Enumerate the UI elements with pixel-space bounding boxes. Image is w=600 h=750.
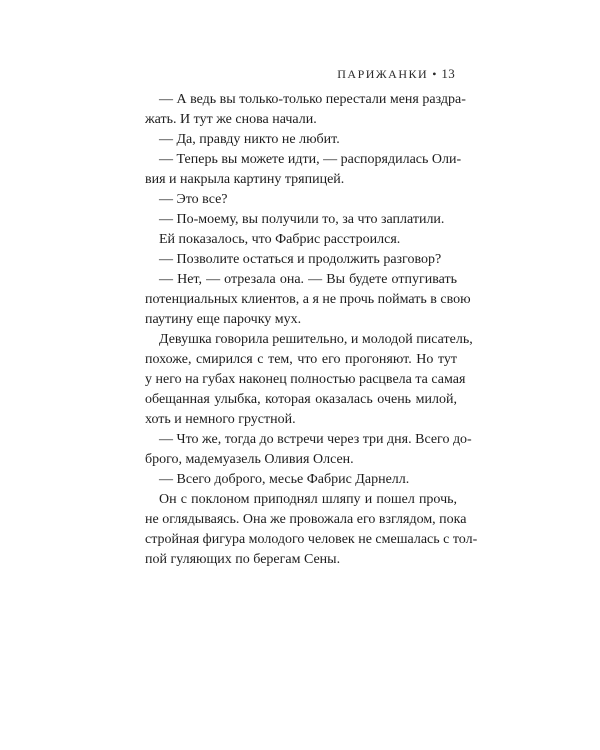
text-line: обещанная улыбка, которая оказалась очень милой, [145, 392, 457, 407]
text-line: у него на губах наконец полностью расцвела та самая [145, 372, 466, 387]
text-line: стройная фигура молодого человек не смешалась с тол- [145, 532, 478, 547]
text-line: не оглядываясь. Она же провожала его взглядом, пока [145, 512, 467, 527]
text-line: — Нет, — отрезала она. — Вы будете отпугивать [159, 272, 457, 287]
text-line: похоже, смирился с тем, что его прогоняют. Но тут [145, 352, 457, 367]
text-line: хоть и немного грустной. [145, 412, 296, 427]
body-text [145, 90, 478, 570]
text-line: — По-моему, вы получили то, за что заплатили. [159, 212, 445, 227]
text-line: Он с поклоном приподнял шляпу и пошел прочь, [159, 492, 457, 507]
text-line: Девушка говорила решительно, и молодой писатель, [159, 332, 473, 347]
text-line: — Да, правду никто не любит. [159, 132, 340, 147]
text-line: паутину еще парочку мух. [145, 312, 302, 327]
text-line: — Позволите остаться и продолжить разговор? [159, 252, 442, 267]
text-line: — Теперь вы можете идти, — распорядилась Оли- [159, 152, 462, 167]
text-line: потенциальных клиентов, а я не прочь поймать в свою [145, 292, 471, 307]
header-separator: • [432, 67, 437, 81]
page-number: 13 [441, 66, 455, 81]
text-line: — А ведь вы только-только перестали меня раздра- [159, 92, 466, 107]
text-line: пой гуляющих по берегам Сены. [145, 552, 341, 567]
text-line: вия и накрыла картину тряпицей. [145, 172, 345, 187]
text-line: жать. И тут же снова начали. [145, 112, 317, 127]
text-line: брого, мадемуазель Оливия Олсен. [145, 452, 354, 467]
text-line: Ей показалось, что Фабрис расстроился. [159, 232, 401, 247]
running-title: ПАРИЖАНКИ [337, 67, 429, 81]
text-line: — Всего доброго, месье Фабрис Дарнелл. [159, 472, 410, 487]
text-line: — Это все? [159, 192, 228, 207]
text-line: — Что же, тогда до встречи через три дня. Всего до- [159, 432, 472, 447]
running-header [337, 66, 455, 82]
